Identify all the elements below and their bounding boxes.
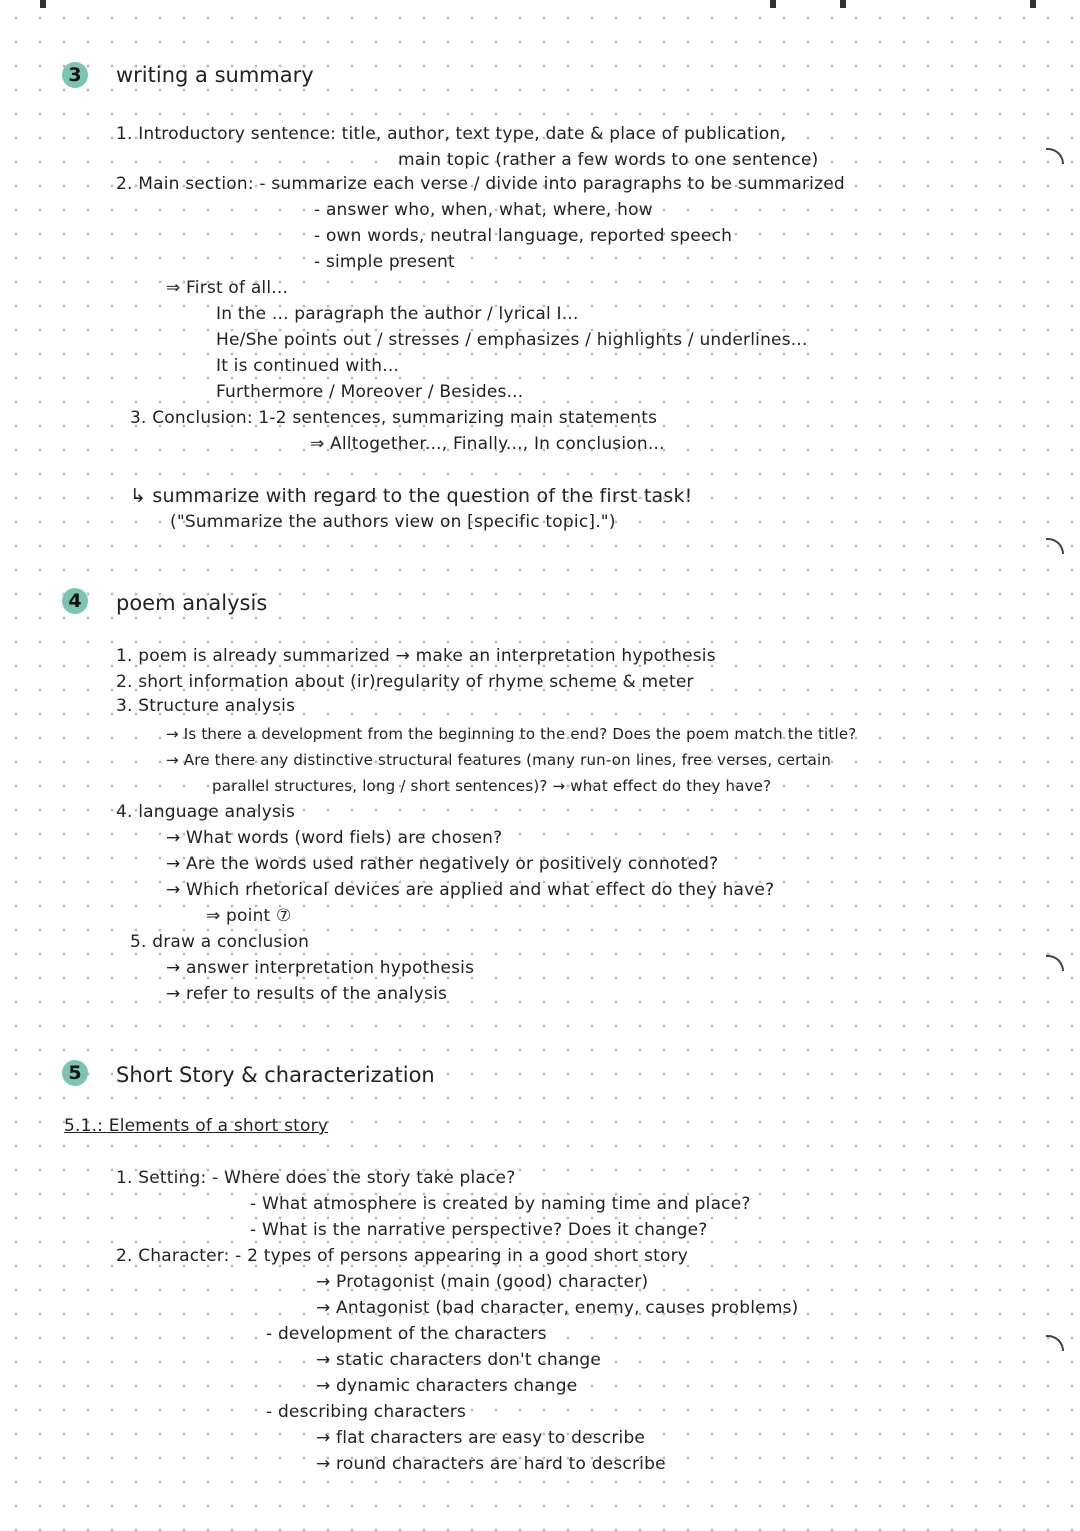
note-line: → Is there a development from the beginning to the end? Does the poem match the title? (166, 725, 857, 743)
binding-mark-right (1030, 0, 1036, 8)
note-line: ("Summarize the authors view on [specific topic].") (170, 512, 616, 532)
note-line: → Are there any distinctive structural features (many run-on lines, free verses, certain (166, 751, 832, 769)
note-line: 2. Character: - 2 types of persons appearing in a good short story (116, 1246, 689, 1266)
section-number-badge: 4 (62, 588, 88, 614)
note-line: main topic (rather a few words to one sentence) (398, 150, 819, 170)
note-line: → flat characters are easy to describe (316, 1428, 646, 1448)
note-line: 1. poem is already summarized → make an interpretation hypothesis (116, 646, 716, 666)
note-line: In the ... paragraph the author / lyrical I... (216, 304, 579, 324)
note-line: It is continued with... (216, 356, 400, 376)
note-line: → answer interpretation hypothesis (166, 958, 475, 978)
note-line: → Which rhetorical devices are applied and what effect do they have? (166, 880, 775, 900)
note-line: 1. Setting: - Where does the story take place? (116, 1168, 516, 1188)
note-line: Furthermore / Moreover / Besides... (216, 382, 524, 402)
note-line: - own words, neutral language, reported speech (314, 226, 733, 246)
note-line: He/She points out / stresses / emphasizes / highlights / underlines... (216, 330, 808, 350)
section-heading: writing a summary (116, 63, 314, 87)
page-edge-mark (1046, 955, 1064, 971)
note-line: 5. draw a conclusion (130, 932, 310, 952)
section-heading: poem analysis (116, 591, 268, 615)
note-line: - What atmosphere is created by naming time and place? (250, 1194, 751, 1214)
note-line: 3. Structure analysis (116, 696, 296, 716)
note-line: 4. language analysis (116, 802, 296, 822)
note-line: 2. Main section: - summarize each verse / divide into paragraphs to be summarized (116, 174, 845, 194)
page-edge-mark (1046, 148, 1064, 164)
note-line: - answer who, when, what, where, how (314, 200, 653, 220)
section-number-badge: 5 (62, 1060, 88, 1086)
note-line: - simple present (314, 252, 455, 272)
binding-mark-mid-2 (840, 0, 846, 8)
note-line: → refer to results of the analysis (166, 984, 448, 1004)
section-heading: Short Story & characterization (116, 1063, 435, 1087)
note-line: 2. short information about (ir)regularity of rhyme scheme & meter (116, 672, 694, 692)
note-line: parallel structures, long / short sentences)? → what effect do they have? (212, 777, 772, 795)
subsection-heading: 5.1.: Elements of a short story (64, 1116, 329, 1136)
note-line: ⇒ Alltogether..., Finally..., In conclusion... (310, 434, 665, 454)
note-line: 1. Introductory sentence: title, author, text type, date & place of publication, (116, 124, 786, 144)
note-line: - What is the narrative perspective? Does it change? (250, 1220, 708, 1240)
note-line: ⇒ point ⑦ (206, 906, 292, 926)
note-line: → static characters don't change (316, 1350, 602, 1370)
note-line: ⇒ First of all... (166, 278, 289, 298)
note-line: → dynamic characters change (316, 1376, 578, 1396)
section-number-badge: 3 (62, 62, 88, 88)
note-line: → What words (word fiels) are chosen? (166, 828, 503, 848)
note-line: → round characters are hard to describe (316, 1454, 666, 1474)
note-line: ↳ summarize with regard to the question of the first task! (130, 485, 693, 507)
note-line: → Antagonist (bad character, enemy, causes problems) (316, 1298, 799, 1318)
note-line: → Protagonist (main (good) character) (316, 1272, 649, 1292)
binding-mark-mid-1 (770, 0, 776, 8)
binding-mark-left (40, 0, 46, 8)
page-edge-mark (1046, 538, 1064, 554)
note-line: 3. Conclusion: 1-2 sentences, summarizing main statements (130, 408, 658, 428)
page-edge-mark (1046, 1335, 1064, 1351)
note-line: → Are the words used rather negatively or positively connoted? (166, 854, 719, 874)
note-line: - development of the characters (266, 1324, 547, 1344)
note-line: - describing characters (266, 1402, 467, 1422)
